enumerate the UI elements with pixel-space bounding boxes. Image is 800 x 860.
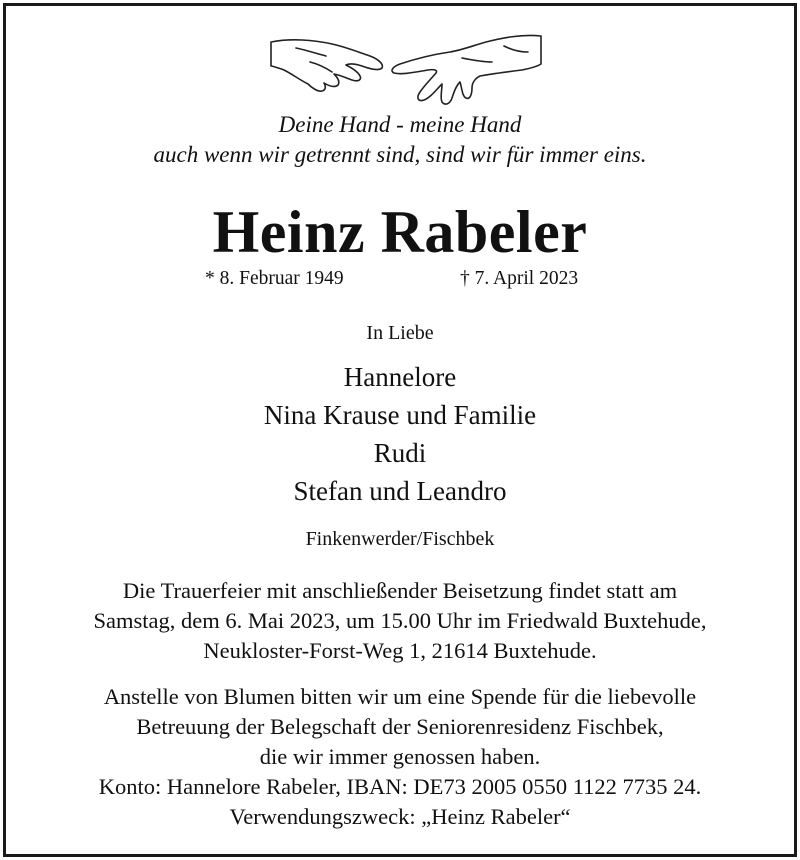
ceremony-line: Die Trauerfeier mit anschließender Beisetzung findet statt am bbox=[122, 578, 678, 603]
motto-line: Deine Hand - meine Hand bbox=[278, 112, 522, 137]
donation-info bbox=[6, 682, 794, 832]
mourners-list bbox=[6, 358, 794, 510]
donation-line: die wir immer genossen haben. bbox=[259, 744, 541, 769]
deceased-name: Heinz Rabeler bbox=[212, 199, 588, 265]
death-date: † 7. April 2023 bbox=[460, 268, 579, 289]
birth-date: * 8. Februar 1949 bbox=[205, 268, 344, 289]
ceremony-info bbox=[6, 576, 794, 666]
mourner-name: Rudi bbox=[373, 438, 427, 468]
motto bbox=[6, 110, 794, 170]
ceremony-line: Samstag, dem 6. Mai 2023, um 15.00 Uhr im Friedwald Buxtehude, bbox=[93, 608, 707, 633]
donation-line: Konto: Hannelore Rabeler, IBAN: DE73 2005 0550 1122 7735 24. bbox=[98, 774, 702, 799]
mourner-name: Nina Krause und Familie bbox=[263, 400, 537, 430]
obituary-card bbox=[3, 3, 797, 857]
mourner-name: Hannelore bbox=[343, 362, 457, 392]
in-love-label: In Liebe bbox=[366, 322, 434, 344]
donation-line: Verwendungszweck: „Heinz Rabeler“ bbox=[229, 804, 571, 829]
touching-hands-icon bbox=[266, 28, 546, 118]
motto-line: auch wenn wir getrennt sind, sind wir für immer eins. bbox=[153, 142, 647, 167]
place: Finkenwerder/Fischbek bbox=[305, 528, 495, 550]
donation-line: Anstelle von Blumen bitten wir um eine Spende für die liebevolle bbox=[103, 684, 697, 709]
mourner-name: Stefan und Leandro bbox=[293, 476, 507, 506]
donation-line: Betreuung der Belegschaft der Seniorenresidenz Fischbek, bbox=[136, 714, 664, 739]
ceremony-line: Neukloster-Forst-Weg 1, 21614 Buxtehude. bbox=[203, 638, 597, 663]
